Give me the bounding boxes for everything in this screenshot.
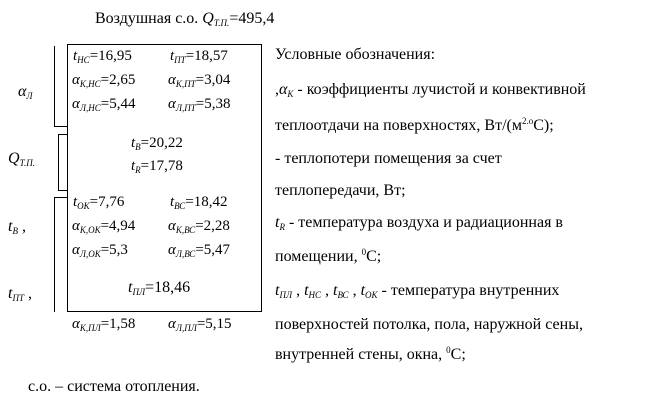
bracket-bottom-join: [54, 197, 67, 198]
legend-line-8: поверхностей потолка, пола, наружной сены,: [275, 316, 583, 333]
legend-line-2: теплоотдачи на поверхностях, $Вт/(м^{2.о}С)$;: [275, 116, 554, 134]
legend-line-3: - теплопотери помещения за счет: [275, 150, 502, 167]
alpha-l-ns: $\alpha_{Л,НС}=5,44$: [72, 96, 136, 113]
bracket-mid-vertical: [58, 134, 59, 190]
t-pl: $t_{ПЛ}=18,46$: [128, 279, 191, 297]
legend-line-9: внутренней стены, окна, $^0$С;: [275, 345, 466, 363]
alpha-l-vs: $\alpha_{Л,ВС}=5,47$: [168, 242, 231, 259]
heading-symbol: Q: [202, 10, 214, 27]
heading-prefix: Воздушная с.о.: [95, 10, 199, 27]
heading: [95, 10, 274, 28]
alpha-k-ns: $\alpha_{К,НС}=2,65$: [72, 72, 136, 89]
t-ok: $t_{ОК}=7,76$: [73, 194, 125, 211]
legend-line-4: теплопередачи, Вт;: [275, 182, 406, 199]
label-t-v: $t_В$ ,: [8, 218, 26, 236]
bracket-mid-join-top: [58, 134, 67, 135]
t-v: $t_В=20,22$: [131, 135, 183, 152]
t-r: $t_R=17,78$: [131, 158, 183, 175]
legend-line-1: $,\alpha_К$ - коэффициенты лучистой и конвективной: [275, 81, 586, 99]
t-ns: $t_{НС}=16,95$: [73, 48, 132, 65]
legend-line-7: $t_{ПЛ}$ , $t_{НС}$ , $t_{ВС}$ , $t_{ОК}$ - температура внутренних: [275, 282, 560, 300]
label-t-pt: $t_{ПТ}$ ,: [8, 285, 32, 303]
heading-value: =495,4: [229, 10, 275, 27]
alpha-k-pl: $\alpha_{К,ПЛ}=1,58$: [72, 316, 136, 333]
alpha-k-pt: $\alpha_{К,ПТ}=3,04$: [168, 72, 231, 89]
alpha-l-ok: $\alpha_{Л,ОК}=5,3$: [72, 242, 128, 259]
alpha-k-vs: $\alpha_{К,ВС}=2,28$: [168, 218, 230, 235]
alpha-k-ok: $\alpha_{К,ОК}=4,94$: [72, 218, 136, 235]
label-q-tp: $Q_{Т.П.}$: [8, 150, 36, 168]
alpha-l-pt: $\alpha_{Л,ПТ}=5,38$: [168, 96, 231, 113]
alpha-l-pl: $\alpha_{Л,ПЛ}=5,15$: [168, 316, 232, 333]
bracket-top-vertical: [54, 46, 55, 126]
legend-line-6: помещении, $^0$С;: [275, 247, 382, 265]
bracket-mid-join-bottom: [58, 190, 67, 191]
footnote: с.о. – система отопления.: [28, 378, 200, 395]
legend-line-5: $t_R$ - температура воздуха и радиационная в: [275, 214, 563, 232]
t-pt: $t_{ПТ}=18,57$: [170, 48, 228, 65]
heading-subscript: Т.П.: [213, 18, 230, 28]
bracket-top-join: [54, 126, 67, 127]
bracket-bottom-vertical: [54, 197, 55, 312]
label-alpha-l: $\alpha_Л$: [18, 83, 33, 101]
legend-title: Условные обозначения:: [275, 46, 436, 63]
t-vs: $t_{ВС}=18,42$: [170, 194, 228, 211]
